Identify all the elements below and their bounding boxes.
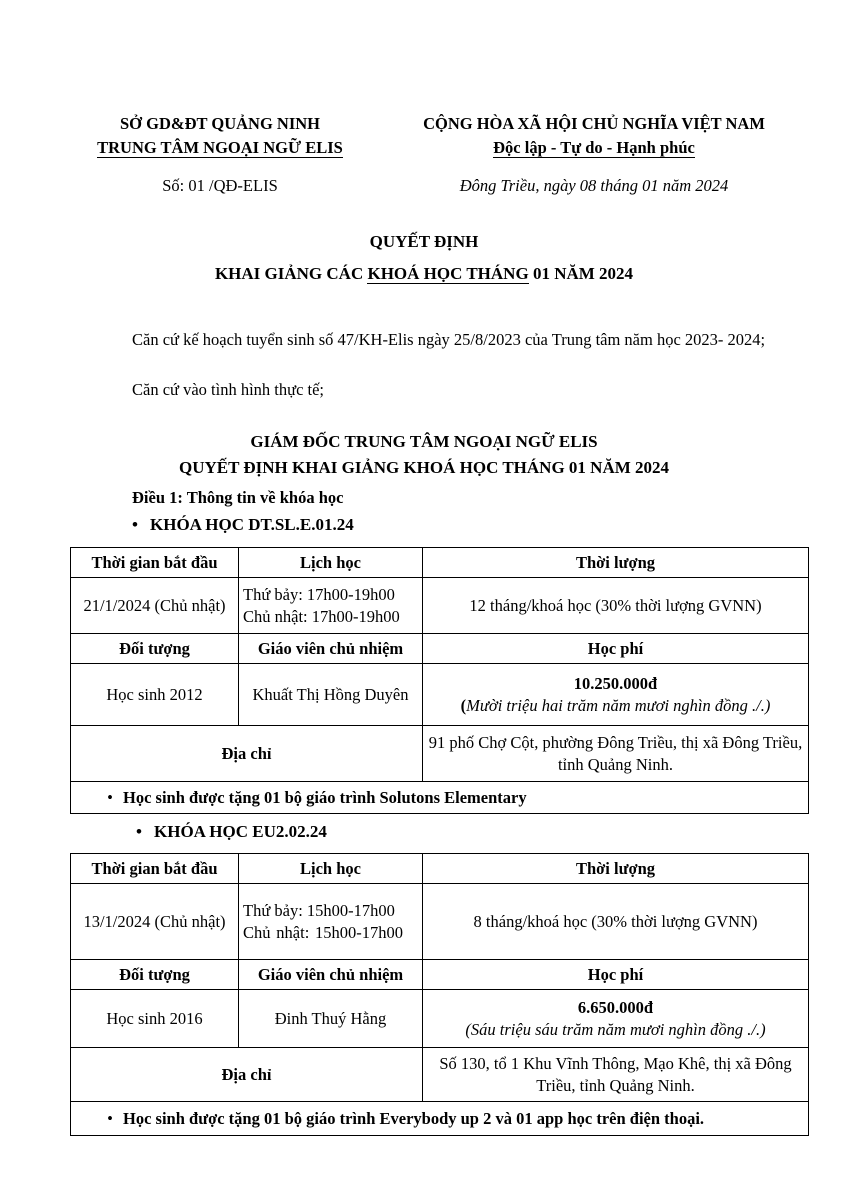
- article-1-heading: Điều 1: Thông tin về khóa học: [132, 488, 344, 507]
- label-target: Đối tượng: [71, 960, 239, 990]
- table-row: [71, 1048, 809, 1102]
- address-value: Số 130, tổ 1 Khu Vĩnh Thông, Mạo Khê, thị xã Đông Triều, tỉnh Quảng Ninh.: [423, 1048, 809, 1102]
- course-2-table: [70, 853, 809, 1136]
- legal-basis-2: Căn cứ vào tình hình thực tế;: [132, 380, 325, 399]
- course-2-heading: • KHÓA HỌC EU2.02.24: [136, 822, 327, 841]
- bullet-icon: •: [107, 787, 113, 807]
- fee-cell: [423, 990, 809, 1048]
- fee-in-words: (Mười triệu hai trăm năm mươi nghìn đồng ./.): [460, 695, 771, 715]
- course-note: • Học sinh được tặng 01 bộ giáo trình Solutons Elementary: [71, 782, 809, 814]
- label-address: Địa chỉ: [71, 1048, 423, 1102]
- label-duration: Thời lượng: [423, 854, 809, 884]
- schedule-saturday: Thứ bảy: 15h00-17h00: [243, 900, 395, 920]
- bullet-icon: •: [107, 1108, 113, 1128]
- label-teacher: Giáo viên chủ nhiệm: [239, 960, 423, 990]
- document-title: QUYẾT ĐỊNH: [369, 232, 479, 251]
- legal-basis-1: Căn cứ kế hoạch tuyển sinh số 47/KH-Elis ngày 25/8/2023 của Trung tâm năm học 2023- 2024;: [132, 330, 766, 349]
- address-value: 91 phố Chợ Cột, phường Đông Triều, thị xã Đông Triều, tỉnh Quảng Ninh.: [423, 726, 809, 782]
- duration-value: 8 tháng/khoá học (30% thời lượng GVNN): [423, 884, 809, 960]
- course-1-heading: • KHÓA HỌC DT.SL.E.01.24: [132, 515, 354, 534]
- schedule-sunday: Chủ nhật: 17h00-19h00: [243, 606, 400, 626]
- target-value: Học sinh 2016: [71, 990, 239, 1048]
- organization-header: [60, 112, 380, 160]
- bullet-icon: •: [132, 515, 138, 534]
- label-fee: Học phí: [423, 960, 809, 990]
- table-row: [71, 548, 809, 578]
- start-date: 21/1/2024 (Chủ nhật): [71, 578, 239, 634]
- country-name: CỘNG HÒA XÃ HỘI CHỦ NGHĨA VIỆT NAM: [423, 114, 765, 133]
- label-start-time: Thời gian bắt đầu: [71, 854, 239, 884]
- place-date: Đông Triều, ngày 08 tháng 01 năm 2024: [459, 176, 729, 195]
- national-header: [382, 112, 806, 160]
- fee-amount: 10.250.000đ: [573, 673, 658, 693]
- national-motto: Độc lập - Tự do - Hạnh phúc: [493, 138, 695, 157]
- table-row: [71, 990, 809, 1048]
- table-row: [71, 854, 809, 884]
- target-value: Học sinh 2012: [71, 664, 239, 726]
- fee-cell: [423, 664, 809, 726]
- fee-in-words: (Sáu triệu sáu trăm năm mươi nghìn đồng ./.): [465, 1019, 766, 1039]
- duration-value: 12 tháng/khoá học (30% thời lượng GVNN): [423, 578, 809, 634]
- table-row: [71, 578, 809, 634]
- schedule-cell: [239, 578, 423, 634]
- table-row: [71, 726, 809, 782]
- label-target: Đối tượng: [71, 634, 239, 664]
- schedule-saturday: Thứ bảy: 17h00-19h00: [243, 584, 395, 604]
- decision-heading: QUYẾT ĐỊNH KHAI GIẢNG KHOÁ HỌC THÁNG 01 NĂM 2024: [178, 458, 670, 477]
- document-subtitle: KHAI GIẢNG CÁC KHOÁ HỌC THÁNG 01 NĂM 2024: [214, 264, 634, 283]
- label-duration: Thời lượng: [423, 548, 809, 578]
- bullet-icon: •: [136, 822, 142, 841]
- table-row: [71, 1102, 809, 1136]
- schedule-sunday: Chủ nhật: 15h00-17h00: [243, 922, 404, 942]
- issuer-heading: GIÁM ĐỐC TRUNG TÂM NGOẠI NGỮ ELIS: [250, 432, 598, 451]
- label-fee: Học phí: [423, 634, 809, 664]
- course-1-table: [70, 547, 809, 814]
- fee-amount: 6.650.000đ: [577, 997, 654, 1017]
- teacher-name: Đinh Thuý Hằng: [239, 990, 423, 1048]
- table-row: [71, 634, 809, 664]
- label-schedule: Lịch học: [239, 854, 423, 884]
- schedule-cell: [239, 884, 423, 960]
- table-row: [71, 664, 809, 726]
- center-name: TRUNG TÂM NGOẠI NGỮ ELIS: [97, 138, 343, 157]
- label-schedule: Lịch học: [239, 548, 423, 578]
- department-name: SỞ GD&ĐT QUẢNG NINH: [119, 114, 320, 133]
- table-row: [71, 782, 809, 814]
- table-row: [71, 960, 809, 990]
- course-note: • Học sinh được tặng 01 bộ giáo trình Everybody up 2 và 01 app học trên điện thoại.: [71, 1102, 809, 1136]
- label-start-time: Thời gian bắt đầu: [71, 548, 239, 578]
- document-number: Số: 01 /QĐ-ELIS: [162, 176, 278, 195]
- label-address: Địa chỉ: [71, 726, 423, 782]
- table-row: [71, 884, 809, 960]
- teacher-name: Khuất Thị Hồng Duyên: [239, 664, 423, 726]
- start-date: 13/1/2024 (Chủ nhật): [71, 884, 239, 960]
- label-teacher: Giáo viên chủ nhiệm: [239, 634, 423, 664]
